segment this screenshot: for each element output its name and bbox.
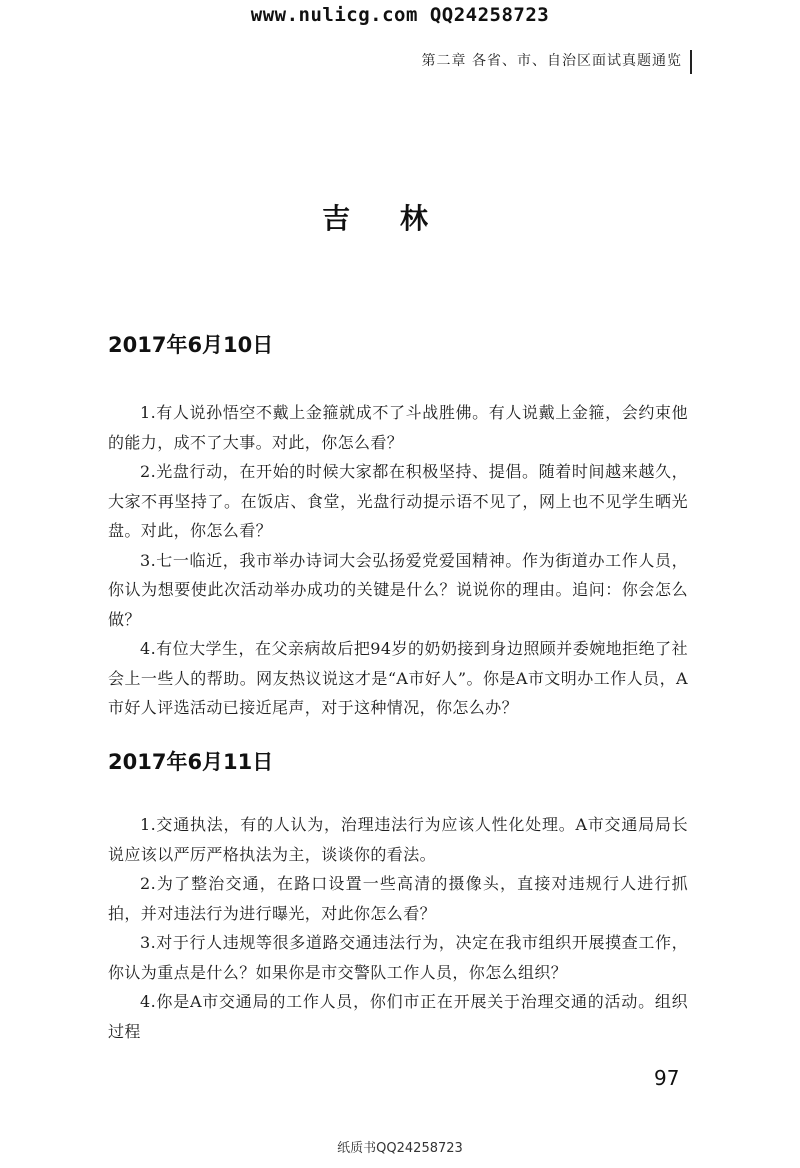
footer-watermark: 纸质书QQ24258723 [337,1141,463,1156]
question-item: 2.光盘行动，在开始的时候大家都在积极坚持、提倡。随着时间越来越久，大家不再坚持了。在饭店、食堂，光盘行动提示语不见了，网上也不见学生晒光盘。对此，你怎么看？ [108,462,688,540]
question-item: 4.有位大学生，在父亲病故后把94岁的奶奶接到身边照顾并委婉地拒绝了社会上一些人的帮助。网友热议说这才是“A市好人”。你是A市文明办工作人员，A市好人评选活动已接近尾声，对于这种情况，你怎么办？ [108,639,688,717]
question-item: 3.对于行人违规等很多道路交通违法行为，决定在我市组织开展摸查工作，你认为重点是什么？如果你是市交警队工作人员，你怎么组织？ [108,933,688,982]
exam-section-1 [108,330,688,723]
question-item: 4.你是A市交通局的工作人员，你们市正在开展关于治理交通的活动。组织过程 [108,992,688,1041]
running-head: 第二章 各省、市、自治区面试真题通览 [421,53,682,69]
question-list [108,398,688,723]
section-date: 2017年6月10日 [108,333,274,357]
question-list [108,810,688,1046]
question-item: 1.交通执法，有的人认为，治理违法行为应该人性化处理。A市交通局局长说应该以严厉严格执法为主，谈谈你的看法。 [108,815,688,864]
question-item: 2.为了整治交通，在路口设置一些高清的摄像头，直接对违规行人进行抓拍，并对违法行为进行曝光，对此你怎么看？ [108,874,688,923]
page-number: 97 [654,1066,680,1090]
question-item: 3.七一临近，我市举办诗词大会弘扬爱党爱国精神。作为街道办工作人员，你认为想要使此次活动举办成功的关键是什么？说说你的理由。追问：你会怎么做？ [108,550,688,629]
page-title: 吉 林 [322,201,448,235]
watermark-header: www.nulicg.com QQ24258723 [250,4,550,26]
exam-section-2 [108,747,688,1046]
section-date: 2017年6月11日 [108,750,274,774]
question-item: 1.有人说孙悟空不戴上金箍就成不了斗战胜佛。有人说戴上金箍，会约束他的能力，成不了大事。对此，你怎么看？ [108,403,688,452]
running-head-rule [690,50,692,74]
